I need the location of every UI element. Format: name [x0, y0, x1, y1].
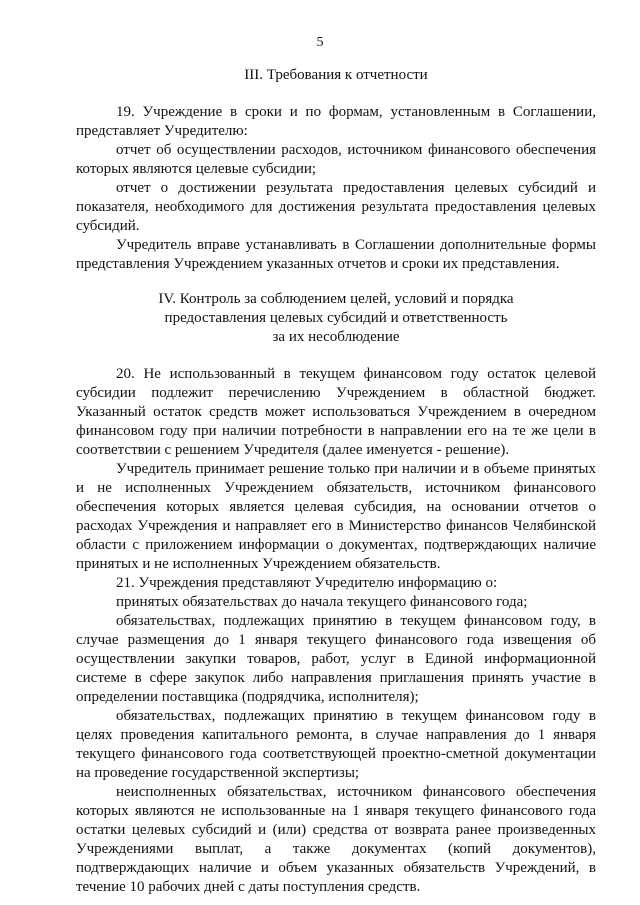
paragraph-19-report-results: отчет о достижении результата предоставления целевых субсидий и показателя, необходимого для достижения результата предоставления целевых субсидий.	[76, 180, 596, 234]
paragraph-20-founder-decision: Учредитель принимает решение только при наличии и в объеме принятых и не исполненных Учреждением обязательств, источником финансового обеспечения которых является целевая субсидия, на основании отчетов о расходах Учреждения и направляет его в Министерство финансов Челябинской области с приложением информации о документах, подтверждающих наличие принятых и не исполненных Учреждением обязательств.	[76, 461, 596, 572]
paragraph-21-unfulfilled-obligations: неисполненных обязательствах, источником финансового обеспечения которых являются не использованные на 1 января текущего финансового года остатки целевых субсидий и (или) средства от возврата ранее произведенных Учреждениями выплат, а также документах (копий документов), подтверждающих наличие и объем указанных обязательств Учреждений, в течение 10 рабочих дней с даты поступления средств.	[76, 784, 596, 895]
document-body	[76, 66, 596, 897]
paragraph-21-capital-repair-obligations: обязательствах, подлежащих принятию в текущем финансовом году в целях проведения капитального ремонта, в случае направления до 1 января текущего финансового года соответствующей проектно-сметной документации на проведение государственной экспертизы;	[76, 708, 596, 781]
section-3-title: III. Требования к отчетности	[244, 67, 428, 83]
page-number: 5	[316, 35, 324, 50]
paragraph-21-procurement-obligations: обязательствах, подлежащих принятию в текущем финансовом году, в случае размещения до 1 января текущего финансового года извещения об осуществлении закупки товаров, работ, услуг в Единой информационной системе в сфере закупок либо направления приглашения принять участие в определении поставщика (подрядчика, исполнителя);	[76, 613, 596, 705]
paragraph-19: 19. Учреждение в сроки и по формам, установленным в Соглашении, представляет Учредителю:	[76, 104, 596, 139]
paragraph-21: 21. Учреждения представляют Учредителю информацию о:	[116, 575, 498, 591]
paragraph-19-report-expenses: отчет об осуществлении расходов, источником финансового обеспечения которых являются целевые субсидии;	[76, 142, 596, 177]
paragraph-19-additional-forms: Учредитель вправе устанавливать в Соглашении дополнительные формы представления Учреждением указанных отчетов и сроки их представления.	[76, 237, 596, 272]
paragraph-21-accepted-obligations: принятых обязательствах до начала текущего финансового года;	[116, 594, 528, 610]
section-4-title-line-3: за их несоблюдение	[272, 329, 400, 345]
section-4-title	[76, 290, 596, 347]
section-4-title-line-1: IV. Контроль за соблюдением целей, условий и порядка	[158, 291, 514, 307]
paragraph-20: 20. Не использованный в текущем финансовом году остаток целевой субсидии подлежит перечислению Учреждением в областной бюджет. Указанный остаток средств может использоваться Учреждением в очередном финансовом году при наличии потребности в направлении его на те же цели в соответствии с решением Учредителя (далее именуется - решение).	[76, 366, 596, 458]
section-4-title-line-2: предоставления целевых субсидий и ответственность	[164, 310, 508, 326]
